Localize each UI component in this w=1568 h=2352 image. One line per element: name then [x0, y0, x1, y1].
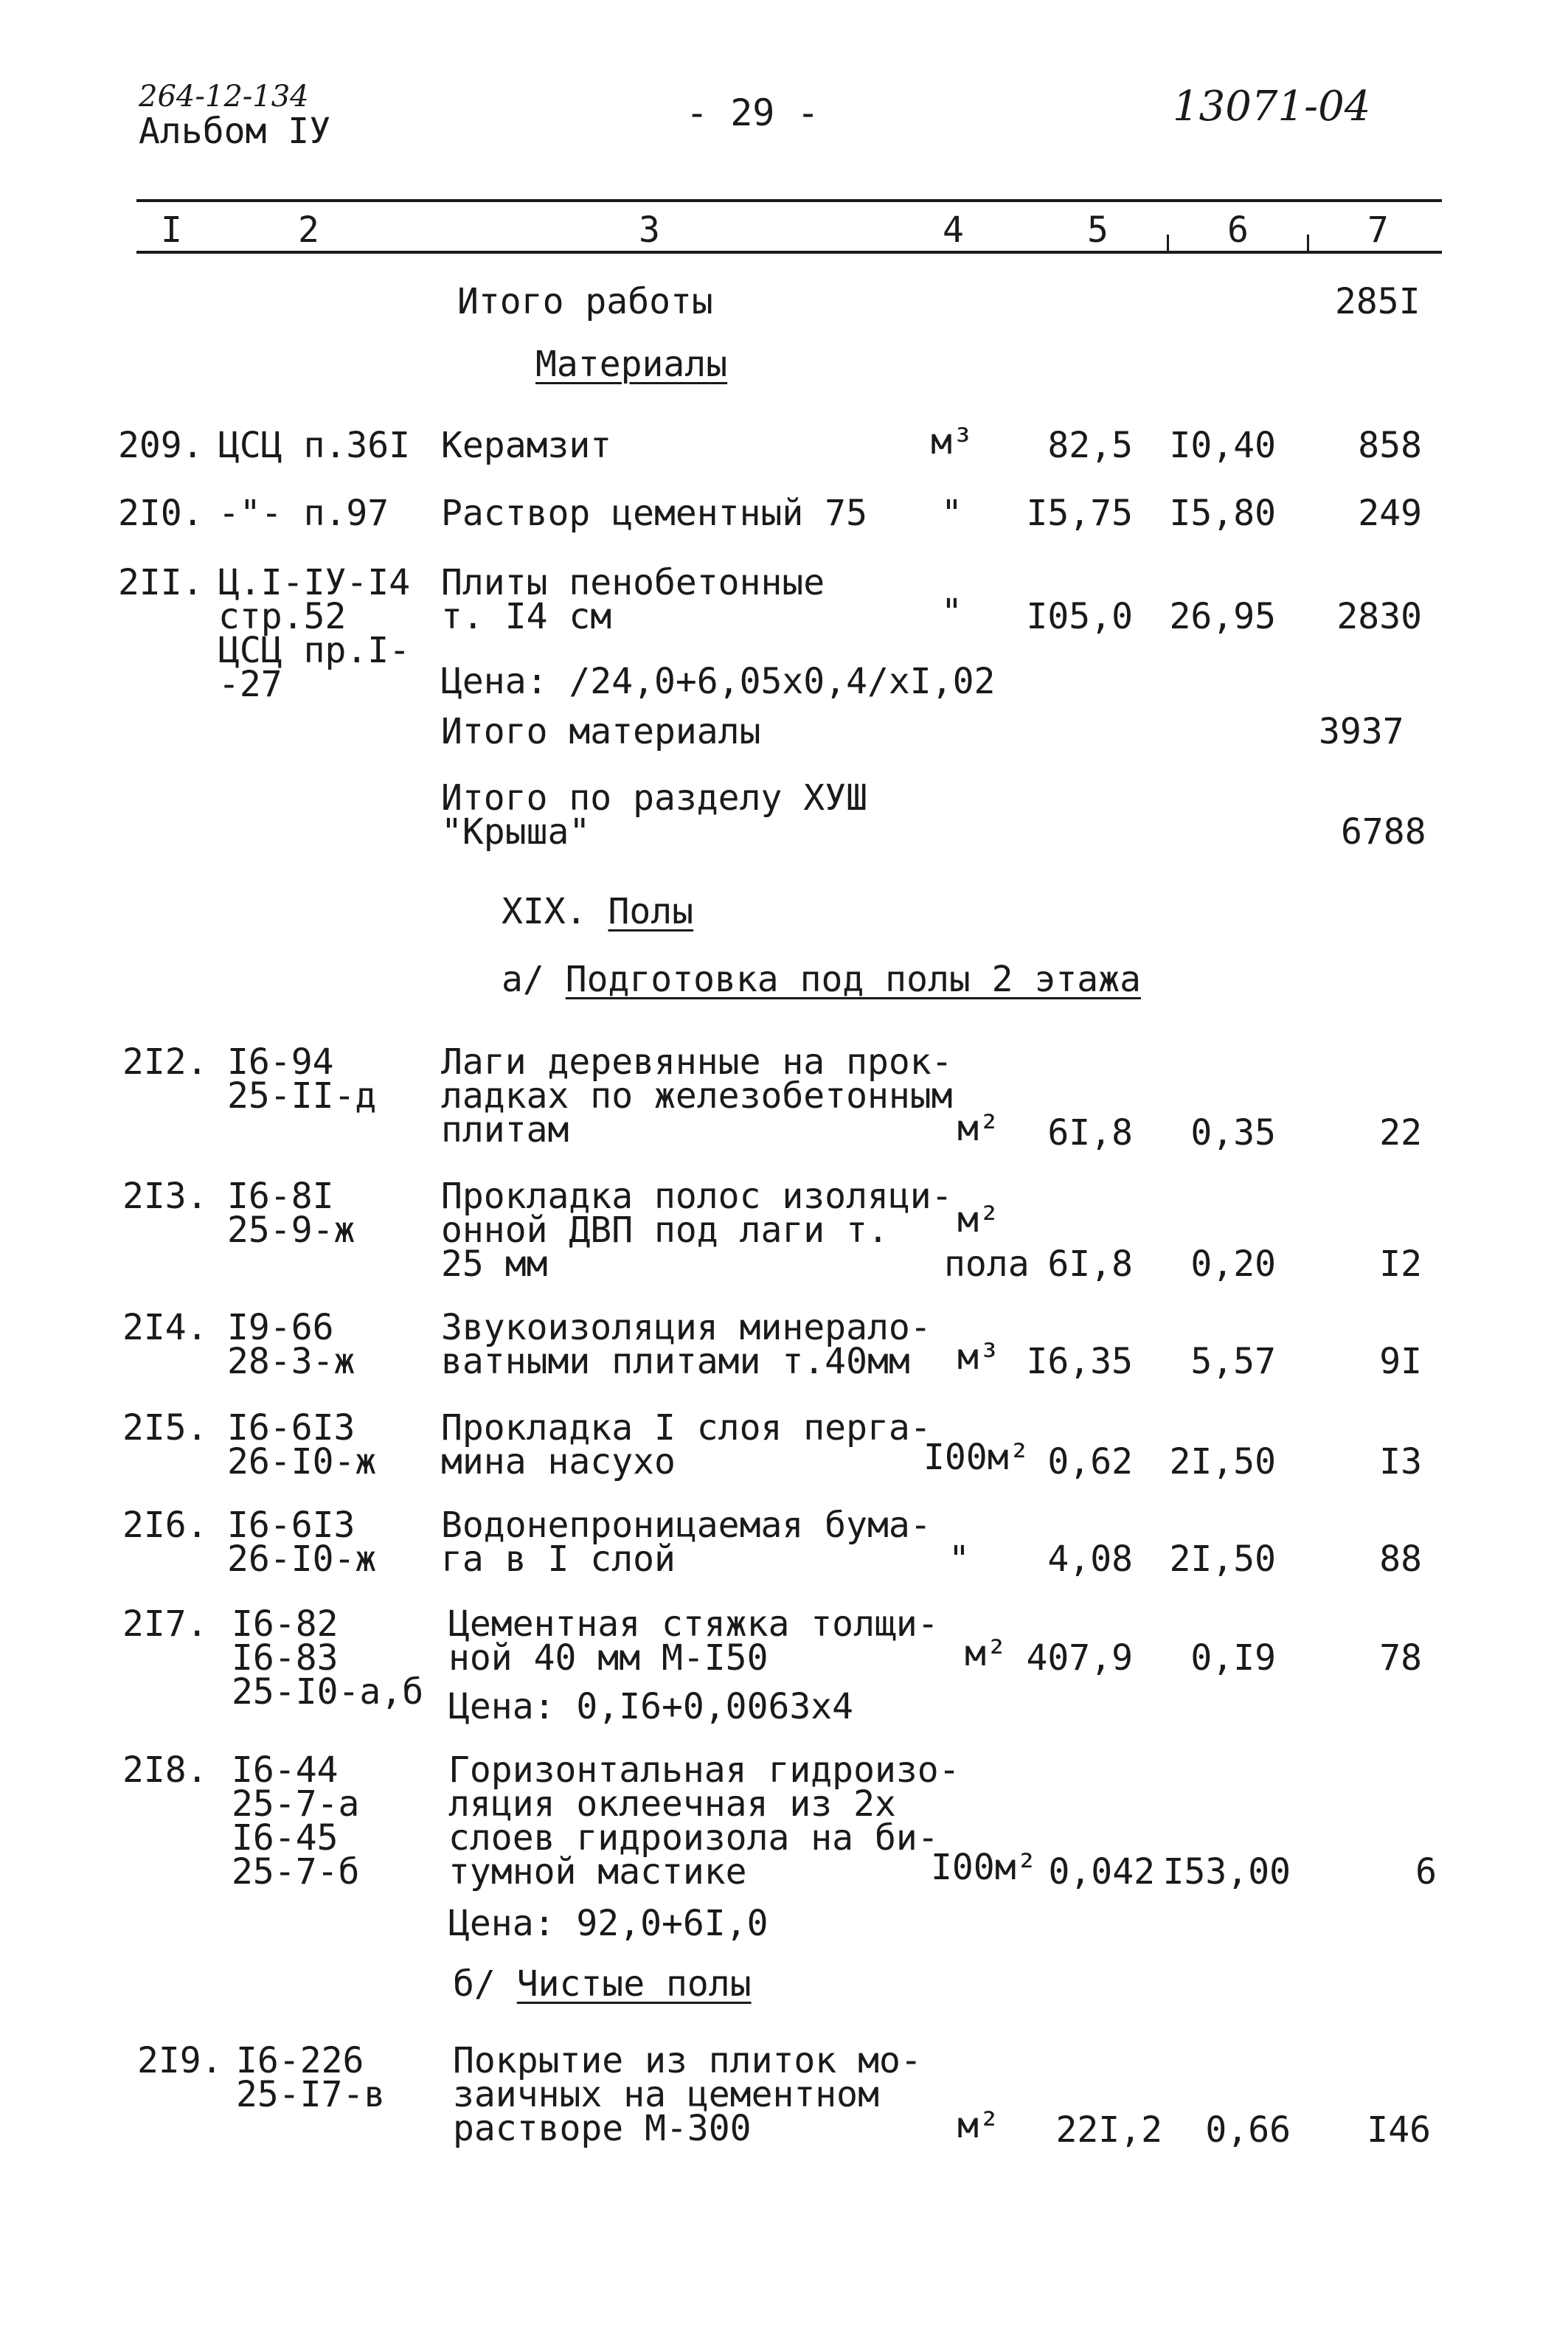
row-qty: I05,0	[1026, 596, 1133, 637]
row-desc: Прокладка полос изоляци-	[441, 1176, 953, 1217]
row-desc: ляция оклеечная из 2х	[448, 1783, 896, 1825]
row-unit-extra: пола	[944, 1243, 1030, 1285]
row-unit: м²	[965, 1633, 1007, 1674]
row-num: 2I5.	[122, 1407, 208, 1449]
row-ref: стр.52	[218, 596, 347, 637]
row-desc: ватными плитами т.40мм	[441, 1341, 910, 1382]
row-desc: Водонепроницаемая бума-	[441, 1505, 932, 1546]
subsection-b-heading	[453, 1963, 752, 2005]
row-ref: I6-82	[232, 1603, 339, 1645]
row-desc: Прокладка I слоя перга-	[441, 1407, 932, 1449]
row-unit: "	[941, 493, 962, 534]
row-price: 2I,50	[1169, 1538, 1276, 1580]
row-desc: га в I слой	[441, 1538, 676, 1580]
col-3: 3	[639, 209, 660, 251]
total-materials-value: 3937	[1319, 711, 1404, 752]
row-unit: м³	[931, 421, 974, 462]
row-desc: Цементная стяжка толщи-	[448, 1603, 939, 1645]
row-qty: 0,62	[1047, 1441, 1133, 1482]
row-ref: I6-45	[232, 1817, 339, 1859]
row-total: 88	[1379, 1538, 1422, 1580]
header-album: Альбом IУ	[139, 111, 331, 152]
row-desc: онной ДВП под лаги т.	[441, 1210, 889, 1251]
col-6: 6	[1227, 209, 1249, 251]
total-section-label: "Крыша"	[441, 811, 591, 853]
row-price: 0,35	[1190, 1112, 1276, 1154]
row-ref: I6-226	[236, 2040, 364, 2081]
row-desc: слоев гидроизола на би-	[448, 1817, 939, 1859]
row-total: I46	[1367, 2109, 1431, 2151]
section-xix-heading	[502, 891, 694, 932]
top-rule	[136, 199, 1442, 202]
row-desc: Раствор цементный 75	[441, 493, 867, 534]
row-num: 2I9.	[137, 2040, 223, 2081]
row-unit: м³	[957, 1336, 1000, 1378]
row-total: 78	[1379, 1637, 1422, 1679]
row-ref: 28-3-ж	[227, 1341, 355, 1382]
row-desc: Керамзит	[441, 425, 612, 466]
row-ref: -"- п.97	[218, 493, 389, 534]
row-ref: 25-I0-а,б	[232, 1671, 424, 1713]
row-num: 209.	[118, 425, 204, 466]
row-ref: 26-I0-ж	[227, 1441, 377, 1482]
row-ref: ЦСЦ пр.I-	[218, 630, 411, 671]
row-qty: 82,5	[1047, 425, 1133, 466]
row-total: 6	[1415, 1851, 1437, 1893]
row-desc: Звукоизоляция минерало-	[441, 1307, 932, 1348]
col-tick-5-6	[1167, 235, 1169, 252]
col-1: I	[161, 209, 182, 251]
subsection-a-heading	[502, 959, 1141, 1000]
col-4: 4	[943, 209, 964, 251]
row-qty: I6,35	[1026, 1341, 1133, 1382]
row-price: I53,00	[1162, 1851, 1291, 1893]
page-number: - 29 -	[686, 91, 819, 134]
row-total: 858	[1358, 425, 1422, 466]
total-section-label: Итого по разделу ХУШ	[441, 777, 867, 819]
total-materials-label: Итого материалы	[441, 711, 761, 752]
row-desc: т. I4 см	[441, 596, 612, 637]
row-qty: 0,042	[1048, 1851, 1155, 1893]
row-desc: ладках по железобетонным	[441, 1075, 953, 1117]
row-desc: растворе М-300	[453, 2108, 752, 2149]
row-unit: м²	[957, 1108, 1000, 1149]
row-desc: Покрытие из плиток мо-	[453, 2040, 922, 2081]
col-5: 5	[1087, 209, 1109, 251]
row-qty: 407,9	[1026, 1637, 1133, 1679]
total-work-value: 285I	[1335, 281, 1420, 322]
row-num: 2I3.	[122, 1176, 208, 1217]
row-unit: I00м²	[931, 1847, 1038, 1888]
row-note: Цена: 0,I6+0,0063х4	[448, 1686, 854, 1727]
row-ref: I6-6I3	[227, 1505, 355, 1546]
subsection-a-prefix: а/	[502, 959, 566, 1000]
row-desc: Горизонтальная гидроизо-	[448, 1749, 960, 1791]
row-ref: I6-6I3	[227, 1407, 355, 1449]
row-note: Цена: 92,0+6I,0	[448, 1903, 769, 1944]
row-num: 2I6.	[122, 1505, 208, 1546]
row-total: 9I	[1379, 1341, 1422, 1382]
row-total: I3	[1379, 1441, 1422, 1482]
subsection-b-prefix: б/	[453, 1963, 517, 2005]
row-num: 2I4.	[122, 1307, 208, 1348]
row-desc: мина насухо	[441, 1441, 676, 1482]
doc-number: 13071-04	[1173, 83, 1371, 131]
row-desc: Плиты пенобетонные	[441, 562, 825, 603]
row-ref: -27	[218, 664, 282, 705]
row-price: 0,20	[1190, 1243, 1276, 1285]
row-ref: I6-83	[232, 1637, 339, 1679]
row-desc: 25 мм	[441, 1243, 548, 1285]
materials-heading: Материалы	[535, 344, 728, 385]
row-note: Цена: /24,0+6,05х0,4/хI,02	[441, 661, 996, 702]
row-price: I5,80	[1169, 493, 1276, 534]
row-ref: I9-66	[227, 1307, 334, 1348]
row-desc: тумной мастике	[448, 1851, 747, 1893]
row-qty: 22I,2	[1055, 2109, 1162, 2151]
row-price: 2I,50	[1169, 1441, 1276, 1482]
total-work-label: Итого работы	[457, 281, 713, 322]
row-ref: Ц.I-IУ-I4	[218, 562, 411, 603]
row-qty: 4,08	[1047, 1538, 1133, 1580]
row-unit: м²	[957, 2105, 1000, 2146]
row-ref: I6-8I	[227, 1176, 334, 1217]
row-ref: 25-II-д	[227, 1075, 377, 1117]
row-desc: плитам	[441, 1109, 569, 1151]
row-price: 26,95	[1169, 596, 1276, 637]
header-code: 264-12-134	[139, 80, 309, 114]
row-price: 0,I9	[1190, 1637, 1276, 1679]
row-ref: I6-44	[232, 1749, 339, 1791]
row-price: 0,66	[1205, 2109, 1291, 2151]
row-desc: ной 40 мм М-I50	[448, 1637, 769, 1679]
total-section-value: 6788	[1341, 811, 1426, 853]
col-tick-6-7	[1307, 235, 1309, 252]
row-desc: заичных на цементном	[453, 2074, 879, 2115]
row-desc: Лаги деревянные на прок-	[441, 1041, 953, 1083]
row-ref: I6-94	[227, 1041, 334, 1083]
row-total: 249	[1358, 493, 1422, 534]
section-xix-prefix: XIX.	[502, 891, 608, 932]
row-qty: I5,75	[1026, 493, 1133, 534]
row-total: 22	[1379, 1112, 1422, 1154]
row-num: 2I8.	[122, 1749, 208, 1791]
row-ref: 25-7-б	[232, 1851, 360, 1893]
row-total: I2	[1379, 1243, 1422, 1285]
subsection-a-title: Подготовка под полы 2 этажа	[565, 959, 1141, 1000]
col-2: 2	[298, 209, 319, 251]
header-rule	[136, 251, 1442, 254]
row-total: 2830	[1336, 596, 1422, 637]
row-qty: 6I,8	[1047, 1112, 1133, 1154]
row-ref: 25-I7-в	[236, 2074, 386, 2115]
row-num: 2I2.	[122, 1041, 208, 1083]
row-num: 2II.	[118, 562, 204, 603]
row-ref: 25-9-ж	[227, 1210, 355, 1251]
subsection-b-title: Чистые полы	[516, 1963, 752, 2005]
row-qty: 6I,8	[1047, 1243, 1133, 1285]
section-xix-title: Полы	[608, 891, 694, 932]
row-num: 2I7.	[122, 1603, 208, 1645]
row-unit: "	[948, 1538, 970, 1580]
row-num: 2I0.	[118, 493, 204, 534]
row-unit: "	[941, 592, 962, 633]
row-unit: I00м²	[923, 1437, 1030, 1478]
row-price: 5,57	[1190, 1341, 1276, 1382]
row-ref: ЦСЦ п.36I	[218, 425, 411, 466]
row-unit: м²	[957, 1199, 1000, 1241]
col-7: 7	[1367, 209, 1389, 251]
row-ref: 25-7-а	[232, 1783, 360, 1825]
row-ref: 26-I0-ж	[227, 1538, 377, 1580]
row-price: I0,40	[1169, 425, 1276, 466]
